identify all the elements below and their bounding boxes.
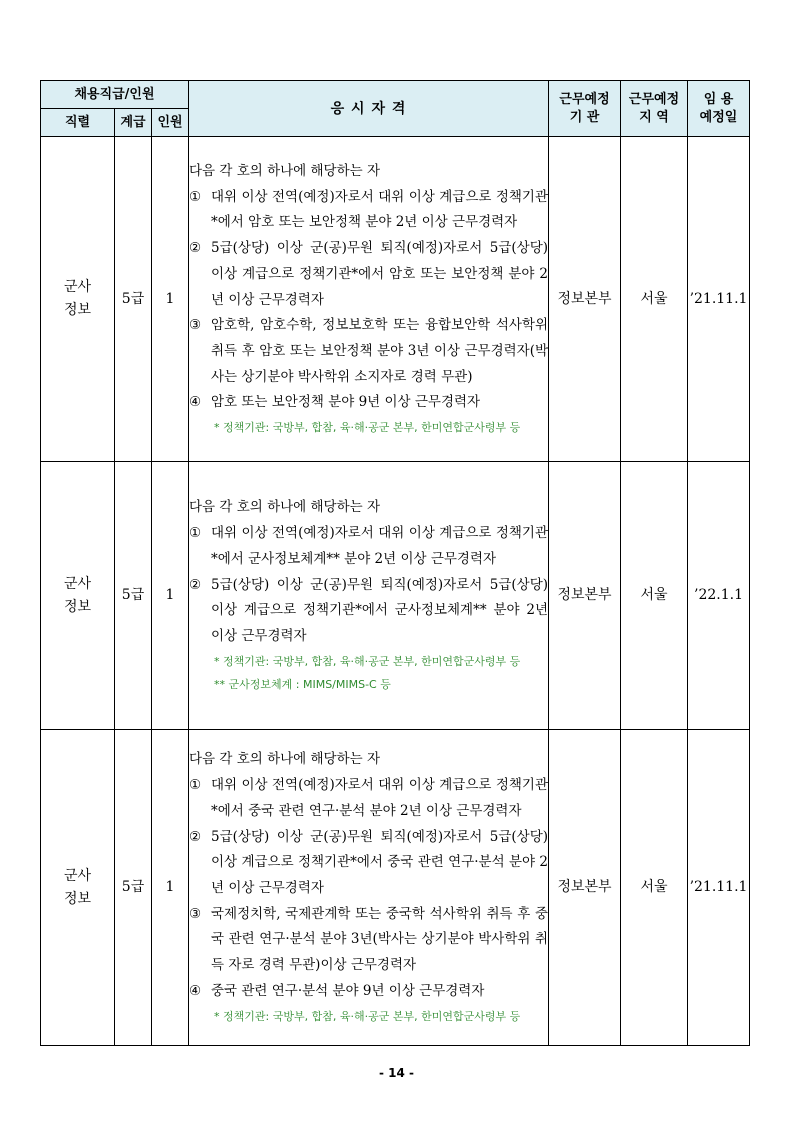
header-org-line1: 근무예정	[559, 91, 610, 107]
org-cell: 정보본부	[549, 137, 621, 462]
qualification-item	[189, 185, 548, 236]
region-cell: 서울	[621, 462, 688, 730]
header-region-line1: 근무예정	[628, 91, 680, 107]
org-cell: 정보본부	[549, 462, 621, 730]
item-number: ①	[189, 188, 202, 205]
item-text: 대위 이상 전역(예정)자로서 대위 이상 계급으로 정책기관*에서 중국 관련 연구·분석 분야 2년 이상 근무경력자	[211, 777, 549, 819]
table-row	[41, 730, 750, 1046]
job-line1: 군사	[63, 867, 92, 884]
qualification-item	[189, 979, 548, 1005]
job-line2: 정보	[63, 302, 92, 318]
qualification-item	[189, 390, 548, 416]
qualification-intro: 다음 각 호의 하나에 해당하는 자	[189, 162, 381, 179]
header-org-line2: 기 관	[569, 109, 600, 125]
item-text: 5급(상당) 이상 군(공)무원 퇴직(예정)자로서 5급(상당) 이상 계급으로 정책기관*에서 암호 또는 보안정책 분야 2년 이상 근무경력자	[211, 240, 549, 308]
qualification-item	[189, 573, 548, 650]
job-cell	[41, 730, 115, 1046]
item-text: 암호학, 암호수학, 정보보호학 또는 융합보안학 석사학위 취득 후 암호 또는 보안정책 분야 3년 이상 근무경력자(박사는 상기분야 박사학위 소지자로 경력 무관)	[211, 317, 549, 385]
footnote: * 정책기관: 국방부, 합참, 육·해·공군 본부, 한미연합군사령부 등	[214, 1009, 521, 1023]
job-line2: 정보	[63, 598, 92, 615]
item-text: 5급(상당) 이상 군(공)무원 퇴직(예정)자로서 5급(상당) 이상 계급으로 정책기관*에서 중국 관련 연구·분석 분야 2년 이상 근무경력자	[211, 828, 549, 896]
item-text: 대위 이상 전역(예정)자로서 대위 이상 계급으로 정책기관*에서 암호 또는 보안정책 분야 2년 이상 근무경력자	[211, 188, 549, 231]
header-count: 인원	[152, 109, 189, 137]
item-text: 대위 이상 전역(예정)자로서 대위 이상 계급으로 정책기관*에서 군사정보체계** 분야 2년 이상 근무경력자	[211, 525, 549, 567]
footnote: * 정책기관: 국방부, 합참, 육·해·공군 본부, 한미연합군사령부 등	[214, 421, 521, 435]
qualification-item	[189, 313, 548, 390]
item-number: ③	[189, 905, 202, 922]
item-number: ④	[189, 982, 202, 999]
count-cell: 1	[152, 137, 189, 462]
header-date-line1: 임 용	[703, 91, 734, 107]
footnote: * 정책기관: 국방부, 합참, 육·해·공군 본부, 한미연합군사령부 등	[214, 654, 521, 668]
qualification-intro: 다음 각 호의 하나에 해당하는 자	[189, 751, 381, 768]
header-region	[621, 81, 688, 137]
item-number: ②	[189, 240, 202, 257]
region-cell: 서울	[621, 137, 688, 462]
header-region-line2: 지 역	[639, 109, 669, 125]
org-cell: 정보본부	[549, 730, 621, 1046]
item-number: ②	[189, 828, 202, 845]
item-number: ④	[189, 394, 202, 411]
item-number: ②	[189, 576, 202, 593]
header-date	[688, 81, 750, 137]
date-cell: ’21.11.1	[688, 730, 750, 1046]
footnote: ** 군사정보체계 : MIMS/MIMS-C 등	[214, 677, 391, 691]
item-number: ①	[189, 525, 202, 542]
date-cell: ’21.11.1	[688, 137, 750, 462]
table-row	[41, 462, 750, 730]
qualification-item	[189, 521, 548, 572]
item-text: 중국 관련 연구·분석 분야 9년 이상 근무경력자	[211, 982, 485, 999]
date-cell: ’22.1.1	[688, 462, 750, 730]
header-date-line2: 예정일	[699, 109, 738, 125]
header-org	[549, 81, 621, 137]
item-text: 국제정치학, 국제관계학 또는 중국학 석사학위 취득 후 중국 관련 연구·분석 분야 3년(박사는 상기분야 박사학위 취득 자로 경력 무관)이상 근무경력자	[211, 905, 549, 974]
qualification-item	[189, 773, 548, 824]
item-number: ①	[189, 777, 202, 794]
count-cell: 1	[152, 730, 189, 1046]
qualification-intro: 다음 각 호의 하나에 해당하는 자	[189, 499, 381, 516]
item-text: 암호 또는 보안정책 분야 9년 이상 근무경력자	[211, 394, 481, 411]
qualification-item	[189, 236, 548, 313]
header-qualification: 응 시 자 격	[189, 81, 549, 137]
qualification-item	[189, 825, 548, 902]
job-line1: 군사	[63, 279, 92, 295]
qualification-cell	[189, 137, 549, 462]
job-cell	[41, 462, 115, 730]
grade-cell: 5급	[115, 730, 152, 1046]
count-cell: 1	[152, 462, 189, 730]
header-job: 직렬	[41, 109, 115, 137]
recruitment-table	[40, 80, 750, 1046]
table-row	[41, 137, 750, 462]
region-cell: 서울	[621, 730, 688, 1046]
qualification-cell	[189, 462, 549, 730]
job-line1: 군사	[63, 575, 92, 592]
item-number: ③	[189, 317, 202, 334]
header-group: 채용직급/인원	[41, 81, 189, 109]
grade-cell: 5급	[115, 137, 152, 462]
item-text: 5급(상당) 이상 군(공)무원 퇴직(예정)자로서 5급(상당) 이상 계급으로 정책기관*에서 군사정보체계** 분야 2년 이상 근무경력자	[211, 576, 549, 644]
job-cell	[41, 137, 115, 462]
grade-cell: 5급	[115, 462, 152, 730]
header-grade: 계급	[115, 109, 152, 137]
job-line2: 정보	[63, 890, 92, 907]
qualification-cell	[189, 730, 549, 1046]
page-number: - 14 -	[378, 1066, 414, 1080]
qualification-item	[189, 902, 548, 979]
